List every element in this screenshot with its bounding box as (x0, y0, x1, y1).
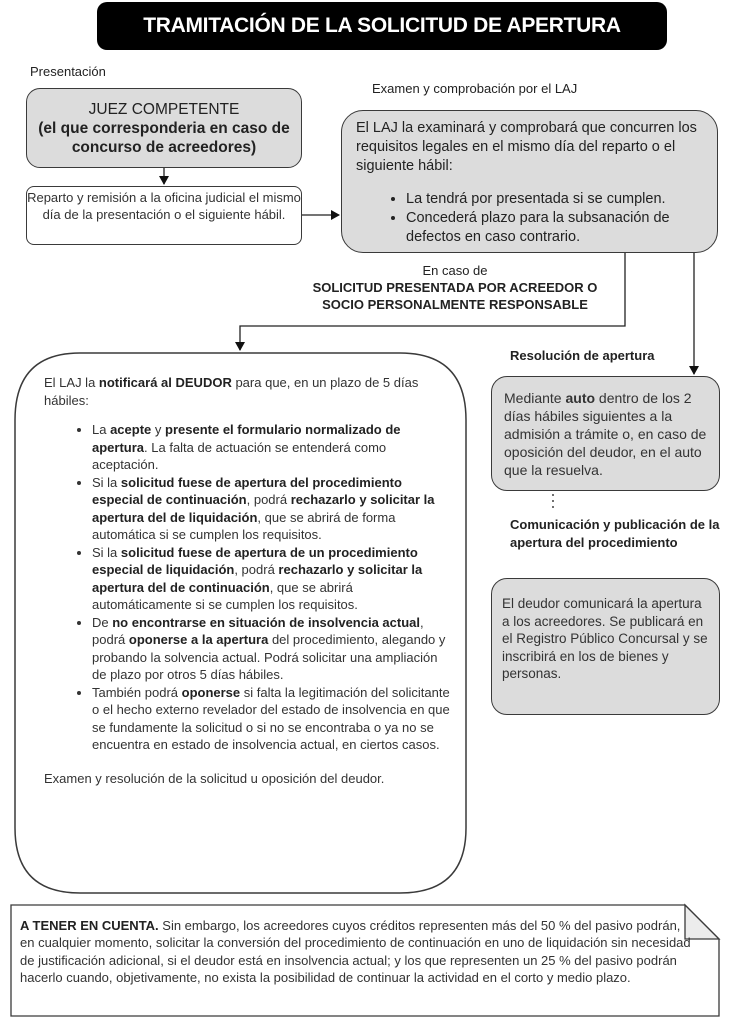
deudor-item: • También podrá oponerse si falta la legitimación del solicitante o el hecho externo revelador del estado de insolvencia en que se fundamente la solicitud o si no se encontraba o ya no se encuentra en estado de insolvencia actual, en ciertos casos. (92, 684, 454, 754)
comunicacion-box: El deudor comunicará la apertura a los acreedores. Se publicará en el Registro Público Concursal y se inscribirá en los de bienes y personas. (491, 578, 720, 715)
resolucion-label: Resolución de apertura (510, 348, 655, 363)
presentacion-label: Presentación (30, 64, 106, 79)
comunicacion-label: Comunicación y publicación de la apertura del procedimiento (510, 517, 720, 550)
laj-list (356, 190, 703, 247)
deudor-item: • Si la solicitud fuese de apertura del procedimiento especial de continuación, podrá rechazarlo y solicitar la apertura del de liquidación, que se abrirá de forma automática si se cumplen los requisitos. (92, 474, 454, 544)
deudor-list (44, 421, 454, 754)
deudor-footer: Examen y resolución de la solicitud u oposición del deudor. (44, 770, 385, 786)
laj-item: • Concederá plazo para la subsanación de defectos en caso contrario. (406, 209, 703, 247)
juez-competente-box (26, 88, 302, 168)
resolucion-box: Mediante auto dentro de los 2 días hábiles siguientes a la admisión a trámite o, en caso de oposición del deudor, en el auto que la resuelva. (491, 376, 720, 491)
branch-line1: En caso de (422, 263, 488, 278)
note-text: A TENER EN CUENTA. Sin embargo, los acreedores cuyos créditos representen más del 50 % del pasivo podrán, en cualquier momento, solicitar la conversión del procedimiento de continuación en uno de liquidación sin necesidad de justificación adicional, si el deudor está en insolvencia actual; y los que representen un 25 % del pasivo podrán hacerlo cuando, objetivamente, no exista la posibilidad de continuar la actividad en el corto y medio plazo. (20, 918, 691, 985)
deudor-intro: El LAJ la notificará al DEUDOR para que, en un plazo de 5 días hábiles: (44, 375, 419, 408)
branch-line2: SOLICITUD PRESENTADA POR ACREEDOR O (312, 280, 598, 295)
laj-item: • La tendrá por presentada si se cumplen. (406, 190, 703, 209)
laj-examen-box (341, 110, 718, 253)
page-title: TRAMITACIÓN DE LA SOLICITUD DE APERTURA (97, 2, 667, 50)
deudor-item: • La acepte y presente el formulario normalizado de apertura. La falta de actuación se entenderá como aceptación. (92, 421, 454, 474)
reparto-box: Reparto y remisión a la oficina judicial el mismo día de la presentación o el siguiente hábil. (26, 186, 302, 245)
laj-intro: El LAJ la examinará y comprobará que concurren los requisitos legales en el mismo día del reparto o el siguiente hábil: (356, 120, 697, 174)
deudor-item: • Si la solicitud fuese de apertura de un procedimiento especial de liquidación, podrá rechazarlo y solicitar la apertura del de continuación, que se abrirá automáticamente si se cumplen los requisitos. (92, 544, 454, 614)
notificacion-deudor-box (14, 352, 467, 894)
juez-subtitle: (el que corresponderia en caso de concurso de acreedores) (38, 119, 290, 156)
deudor-item: • De no encontrarse en situación de insolvencia actual, podrá oponerse a la apertura del procedimiento, alegando y probando la solvencia actual. Podrá solicitar una ampliación de plazo por otros 5 días hábiles. (92, 614, 454, 684)
note-box (11, 905, 719, 1016)
examen-label: Examen y comprobación por el LAJ (372, 81, 578, 96)
branch-line3: SOCIO PERSONALMENTE RESPONSABLE (322, 297, 588, 312)
branch-condition (285, 262, 625, 313)
juez-title: JUEZ COMPETENTE (88, 100, 240, 118)
